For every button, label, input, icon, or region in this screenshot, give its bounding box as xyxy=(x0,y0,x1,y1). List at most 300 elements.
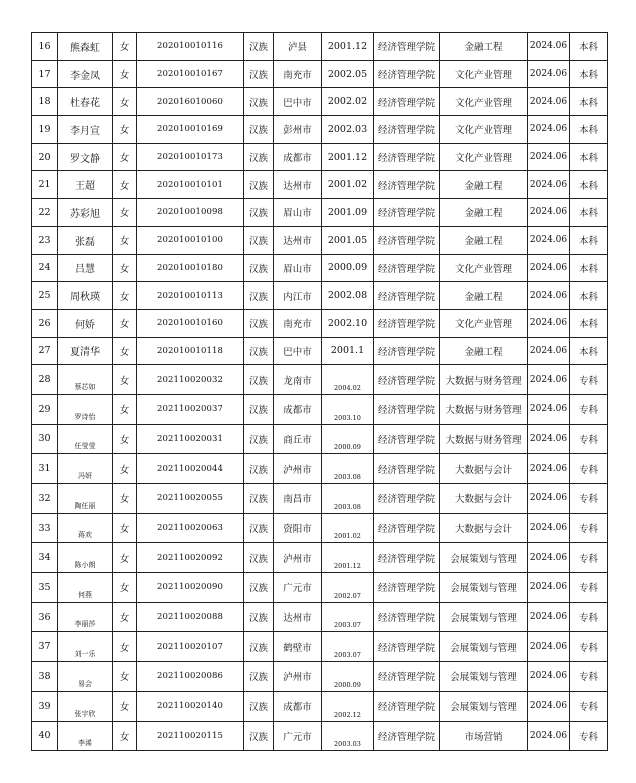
student-id-cell: 202016010060 xyxy=(137,88,244,116)
row-number-cell: 30 xyxy=(32,424,58,454)
table-row xyxy=(32,88,608,116)
college-cell: 经济管理学院 xyxy=(374,573,440,603)
college-cell: 经济管理学院 xyxy=(374,632,440,662)
table-row xyxy=(32,199,608,227)
college-cell: 经济管理学院 xyxy=(374,394,440,424)
table-row xyxy=(32,282,608,310)
education-level-cell: 专科 xyxy=(570,543,608,573)
graduation-date-cell: 2024.06 xyxy=(528,33,570,61)
ethnicity-cell: 汉族 xyxy=(244,573,274,603)
hometown-cell: 成都市 xyxy=(274,143,322,171)
major-cell: 会展策划与管理 xyxy=(440,691,528,721)
student-name-cell: 罗诗怡 xyxy=(58,394,113,424)
graduation-date-cell: 2024.06 xyxy=(528,573,570,603)
graduation-date-cell: 2024.06 xyxy=(528,309,570,337)
student-name-cell: 冯妍 xyxy=(58,454,113,484)
student-id-cell: 202010010098 xyxy=(137,199,244,227)
student-id-cell: 202110020037 xyxy=(137,394,244,424)
birth-date-cell: 2001.05 xyxy=(322,226,374,254)
gender-cell: 女 xyxy=(113,691,137,721)
hometown-cell: 彭州市 xyxy=(274,116,322,144)
row-number-cell: 21 xyxy=(32,171,58,199)
education-level-cell: 本科 xyxy=(570,309,608,337)
gender-cell: 女 xyxy=(113,394,137,424)
birth-date-cell: 2001.02 xyxy=(322,171,374,199)
row-number-cell: 34 xyxy=(32,543,58,573)
major-cell: 会展策划与管理 xyxy=(440,543,528,573)
birth-date-cell: 2003.10 xyxy=(322,394,374,424)
student-id-cell: 202010010100 xyxy=(137,226,244,254)
row-number-cell: 36 xyxy=(32,602,58,632)
education-level-cell: 专科 xyxy=(570,691,608,721)
college-cell: 经济管理学院 xyxy=(374,484,440,514)
graduation-date-cell: 2024.06 xyxy=(528,424,570,454)
hometown-cell: 资阳市 xyxy=(274,513,322,543)
education-level-cell: 专科 xyxy=(570,365,608,395)
gender-cell: 女 xyxy=(113,454,137,484)
major-cell: 大数据与会计 xyxy=(440,513,528,543)
major-cell: 会展策划与管理 xyxy=(440,602,528,632)
student-id-cell: 202010010113 xyxy=(137,282,244,310)
gender-cell: 女 xyxy=(113,662,137,692)
student-name-cell: 蒋欢 xyxy=(58,513,113,543)
graduation-date-cell: 2024.06 xyxy=(528,632,570,662)
row-number-cell: 37 xyxy=(32,632,58,662)
student-name-cell: 任莹莹 xyxy=(58,424,113,454)
college-cell: 经济管理学院 xyxy=(374,365,440,395)
college-cell: 经济管理学院 xyxy=(374,721,440,751)
major-cell: 金融工程 xyxy=(440,199,528,227)
hometown-cell: 泸州市 xyxy=(274,543,322,573)
major-cell: 金融工程 xyxy=(440,226,528,254)
ethnicity-cell: 汉族 xyxy=(244,282,274,310)
table-row xyxy=(32,337,608,365)
birth-date-cell: 2002.03 xyxy=(322,116,374,144)
major-cell: 文化产业管理 xyxy=(440,60,528,88)
graduation-date-cell: 2024.06 xyxy=(528,602,570,632)
birth-date-cell: 2002.08 xyxy=(322,282,374,310)
major-cell: 大数据与财务管理 xyxy=(440,424,528,454)
gender-cell: 女 xyxy=(113,60,137,88)
student-name-cell: 陈小朗 xyxy=(58,543,113,573)
ethnicity-cell: 汉族 xyxy=(244,721,274,751)
college-cell: 经济管理学院 xyxy=(374,116,440,144)
graduation-date-cell: 2024.06 xyxy=(528,116,570,144)
student-id-cell: 202110020044 xyxy=(137,454,244,484)
student-id-cell: 202010010173 xyxy=(137,143,244,171)
table-row xyxy=(32,632,608,662)
education-level-cell: 本科 xyxy=(570,282,608,310)
hometown-cell: 广元市 xyxy=(274,573,322,603)
student-id-cell: 202110020063 xyxy=(137,513,244,543)
gender-cell: 女 xyxy=(113,602,137,632)
ethnicity-cell: 汉族 xyxy=(244,394,274,424)
graduation-date-cell: 2024.06 xyxy=(528,199,570,227)
table-row xyxy=(32,484,608,514)
row-number-cell: 23 xyxy=(32,226,58,254)
birth-date-cell: 2003.03 xyxy=(322,721,374,751)
table-row xyxy=(32,454,608,484)
row-number-cell: 19 xyxy=(32,116,58,144)
major-cell: 文化产业管理 xyxy=(440,309,528,337)
student-name-cell: 蔡芯如 xyxy=(58,365,113,395)
student-name-cell: 杜春花 xyxy=(58,88,113,116)
birth-date-cell: 2003.08 xyxy=(322,484,374,514)
student-name-cell: 张宇欣 xyxy=(58,691,113,721)
hometown-cell: 内江市 xyxy=(274,282,322,310)
birth-date-cell: 2003.08 xyxy=(322,454,374,484)
table-row xyxy=(32,171,608,199)
table-row xyxy=(32,513,608,543)
birth-date-cell: 2002.02 xyxy=(322,88,374,116)
ethnicity-cell: 汉族 xyxy=(244,116,274,144)
education-level-cell: 本科 xyxy=(570,60,608,88)
student-id-cell: 202010010101 xyxy=(137,171,244,199)
row-number-cell: 32 xyxy=(32,484,58,514)
hometown-cell: 泸州市 xyxy=(274,454,322,484)
major-cell: 大数据与财务管理 xyxy=(440,394,528,424)
student-name-cell: 易会 xyxy=(58,662,113,692)
birth-date-cell: 2000.09 xyxy=(322,254,374,282)
college-cell: 经济管理学院 xyxy=(374,60,440,88)
student-name-cell: 张磊 xyxy=(58,226,113,254)
table-row xyxy=(32,226,608,254)
graduation-date-cell: 2024.06 xyxy=(528,394,570,424)
hometown-cell: 商丘市 xyxy=(274,424,322,454)
student-table-container xyxy=(31,32,608,751)
gender-cell: 女 xyxy=(113,513,137,543)
college-cell: 经济管理学院 xyxy=(374,513,440,543)
ethnicity-cell: 汉族 xyxy=(244,691,274,721)
gender-cell: 女 xyxy=(113,573,137,603)
graduation-date-cell: 2024.06 xyxy=(528,226,570,254)
education-level-cell: 本科 xyxy=(570,33,608,61)
education-level-cell: 本科 xyxy=(570,226,608,254)
row-number-cell: 17 xyxy=(32,60,58,88)
education-level-cell: 专科 xyxy=(570,721,608,751)
major-cell: 会展策划与管理 xyxy=(440,632,528,662)
student-name-cell: 王超 xyxy=(58,171,113,199)
education-level-cell: 本科 xyxy=(570,88,608,116)
gender-cell: 女 xyxy=(113,721,137,751)
graduation-date-cell: 2024.06 xyxy=(528,721,570,751)
hometown-cell: 龙南市 xyxy=(274,365,322,395)
table-row xyxy=(32,254,608,282)
student-id-cell: 202110020140 xyxy=(137,691,244,721)
birth-date-cell: 2002.12 xyxy=(322,691,374,721)
student-name-cell: 熊森虹 xyxy=(58,33,113,61)
table-row xyxy=(32,543,608,573)
education-level-cell: 专科 xyxy=(570,424,608,454)
gender-cell: 女 xyxy=(113,543,137,573)
graduation-date-cell: 2024.06 xyxy=(528,454,570,484)
graduation-date-cell: 2024.06 xyxy=(528,337,570,365)
education-level-cell: 本科 xyxy=(570,171,608,199)
gender-cell: 女 xyxy=(113,254,137,282)
graduation-date-cell: 2024.06 xyxy=(528,543,570,573)
row-number-cell: 38 xyxy=(32,662,58,692)
table-row xyxy=(32,424,608,454)
ethnicity-cell: 汉族 xyxy=(244,454,274,484)
table-row xyxy=(32,365,608,395)
birth-date-cell: 2001.12 xyxy=(322,543,374,573)
education-level-cell: 专科 xyxy=(570,602,608,632)
hometown-cell: 成都市 xyxy=(274,691,322,721)
gender-cell: 女 xyxy=(113,143,137,171)
major-cell: 文化产业管理 xyxy=(440,254,528,282)
birth-date-cell: 2001.12 xyxy=(322,143,374,171)
major-cell: 市场营销 xyxy=(440,721,528,751)
education-level-cell: 本科 xyxy=(570,254,608,282)
gender-cell: 女 xyxy=(113,199,137,227)
row-number-cell: 16 xyxy=(32,33,58,61)
college-cell: 经济管理学院 xyxy=(374,88,440,116)
student-name-cell: 李浠 xyxy=(58,721,113,751)
row-number-cell: 31 xyxy=(32,454,58,484)
education-level-cell: 专科 xyxy=(570,454,608,484)
graduation-date-cell: 2024.06 xyxy=(528,60,570,88)
major-cell: 金融工程 xyxy=(440,171,528,199)
student-name-cell: 苏彩旭 xyxy=(58,199,113,227)
college-cell: 经济管理学院 xyxy=(374,282,440,310)
table-row xyxy=(32,309,608,337)
birth-date-cell: 2002.10 xyxy=(322,309,374,337)
hometown-cell: 南充市 xyxy=(274,309,322,337)
student-id-cell: 202010010118 xyxy=(137,337,244,365)
college-cell: 经济管理学院 xyxy=(374,454,440,484)
college-cell: 经济管理学院 xyxy=(374,424,440,454)
major-cell: 文化产业管理 xyxy=(440,143,528,171)
gender-cell: 女 xyxy=(113,309,137,337)
birth-date-cell: 2000.09 xyxy=(322,424,374,454)
hometown-cell: 达州市 xyxy=(274,171,322,199)
gender-cell: 女 xyxy=(113,282,137,310)
education-level-cell: 专科 xyxy=(570,513,608,543)
college-cell: 经济管理学院 xyxy=(374,171,440,199)
table-row xyxy=(32,394,608,424)
row-number-cell: 35 xyxy=(32,573,58,603)
table-row xyxy=(32,116,608,144)
student-id-cell: 202010010180 xyxy=(137,254,244,282)
ethnicity-cell: 汉族 xyxy=(244,424,274,454)
row-number-cell: 25 xyxy=(32,282,58,310)
student-id-cell: 202110020032 xyxy=(137,365,244,395)
student-id-cell: 202110020090 xyxy=(137,573,244,603)
college-cell: 经济管理学院 xyxy=(374,33,440,61)
table-row xyxy=(32,573,608,603)
table-row xyxy=(32,33,608,61)
hometown-cell: 达州市 xyxy=(274,602,322,632)
row-number-cell: 24 xyxy=(32,254,58,282)
education-level-cell: 本科 xyxy=(570,337,608,365)
gender-cell: 女 xyxy=(113,365,137,395)
gender-cell: 女 xyxy=(113,424,137,454)
table-row xyxy=(32,143,608,171)
graduation-date-cell: 2024.06 xyxy=(528,171,570,199)
student-id-cell: 202110020086 xyxy=(137,662,244,692)
ethnicity-cell: 汉族 xyxy=(244,143,274,171)
row-number-cell: 20 xyxy=(32,143,58,171)
graduation-date-cell: 2024.06 xyxy=(528,88,570,116)
education-level-cell: 专科 xyxy=(570,573,608,603)
gender-cell: 女 xyxy=(113,632,137,662)
table-row xyxy=(32,721,608,751)
student-name-cell: 周秋瑛 xyxy=(58,282,113,310)
major-cell: 文化产业管理 xyxy=(440,88,528,116)
hometown-cell: 泸县 xyxy=(274,33,322,61)
hometown-cell: 泸州市 xyxy=(274,662,322,692)
birth-date-cell: 2000.09 xyxy=(322,662,374,692)
row-number-cell: 40 xyxy=(32,721,58,751)
student-name-cell: 夏清华 xyxy=(58,337,113,365)
row-number-cell: 27 xyxy=(32,337,58,365)
gender-cell: 女 xyxy=(113,116,137,144)
ethnicity-cell: 汉族 xyxy=(244,337,274,365)
student-id-cell: 202110020055 xyxy=(137,484,244,514)
major-cell: 会展策划与管理 xyxy=(440,662,528,692)
table-row xyxy=(32,691,608,721)
college-cell: 经济管理学院 xyxy=(374,662,440,692)
row-number-cell: 39 xyxy=(32,691,58,721)
education-level-cell: 本科 xyxy=(570,199,608,227)
college-cell: 经济管理学院 xyxy=(374,226,440,254)
hometown-cell: 成都市 xyxy=(274,394,322,424)
graduation-date-cell: 2024.06 xyxy=(528,484,570,514)
major-cell: 会展策划与管理 xyxy=(440,573,528,603)
student-name-cell: 吕慧 xyxy=(58,254,113,282)
birth-date-cell: 2001.12 xyxy=(322,33,374,61)
student-table-body xyxy=(32,33,608,751)
college-cell: 经济管理学院 xyxy=(374,337,440,365)
major-cell: 大数据与财务管理 xyxy=(440,365,528,395)
graduation-date-cell: 2024.06 xyxy=(528,513,570,543)
hometown-cell: 广元市 xyxy=(274,721,322,751)
ethnicity-cell: 汉族 xyxy=(244,602,274,632)
student-id-cell: 202110020088 xyxy=(137,602,244,632)
hometown-cell: 达州市 xyxy=(274,226,322,254)
student-id-cell: 202010010167 xyxy=(137,60,244,88)
student-name-cell: 何娇 xyxy=(58,309,113,337)
table-row xyxy=(32,602,608,632)
gender-cell: 女 xyxy=(113,171,137,199)
major-cell: 大数据与会计 xyxy=(440,454,528,484)
birth-date-cell: 2002.07 xyxy=(322,573,374,603)
hometown-cell: 南昌市 xyxy=(274,484,322,514)
ethnicity-cell: 汉族 xyxy=(244,632,274,662)
college-cell: 经济管理学院 xyxy=(374,309,440,337)
birth-date-cell: 2003.07 xyxy=(322,602,374,632)
hometown-cell: 巴中市 xyxy=(274,88,322,116)
row-number-cell: 28 xyxy=(32,365,58,395)
student-name-cell: 李丽莎 xyxy=(58,602,113,632)
major-cell: 文化产业管理 xyxy=(440,116,528,144)
graduation-date-cell: 2024.06 xyxy=(528,691,570,721)
gender-cell: 女 xyxy=(113,33,137,61)
education-level-cell: 本科 xyxy=(570,116,608,144)
hometown-cell: 南充市 xyxy=(274,60,322,88)
birth-date-cell: 2003.07 xyxy=(322,632,374,662)
table-row xyxy=(32,60,608,88)
college-cell: 经济管理学院 xyxy=(374,543,440,573)
birth-date-cell: 2002.05 xyxy=(322,60,374,88)
ethnicity-cell: 汉族 xyxy=(244,309,274,337)
student-id-cell: 202010010169 xyxy=(137,116,244,144)
education-level-cell: 专科 xyxy=(570,662,608,692)
student-name-cell: 陶任丽 xyxy=(58,484,113,514)
row-number-cell: 26 xyxy=(32,309,58,337)
ethnicity-cell: 汉族 xyxy=(244,543,274,573)
gender-cell: 女 xyxy=(113,226,137,254)
ethnicity-cell: 汉族 xyxy=(244,365,274,395)
row-number-cell: 22 xyxy=(32,199,58,227)
college-cell: 经济管理学院 xyxy=(374,691,440,721)
major-cell: 大数据与会计 xyxy=(440,484,528,514)
row-number-cell: 33 xyxy=(32,513,58,543)
ethnicity-cell: 汉族 xyxy=(244,513,274,543)
graduation-date-cell: 2024.06 xyxy=(528,254,570,282)
graduation-date-cell: 2024.06 xyxy=(528,365,570,395)
student-id-cell: 202110020092 xyxy=(137,543,244,573)
hometown-cell: 鹤壁市 xyxy=(274,632,322,662)
gender-cell: 女 xyxy=(113,484,137,514)
student-id-cell: 202110020107 xyxy=(137,632,244,662)
student-id-cell: 202110020115 xyxy=(137,721,244,751)
row-number-cell: 29 xyxy=(32,394,58,424)
education-level-cell: 专科 xyxy=(570,394,608,424)
college-cell: 经济管理学院 xyxy=(374,199,440,227)
hometown-cell: 眉山市 xyxy=(274,254,322,282)
student-name-cell: 李金凤 xyxy=(58,60,113,88)
ethnicity-cell: 汉族 xyxy=(244,88,274,116)
education-level-cell: 本科 xyxy=(570,143,608,171)
student-name-cell: 何燕 xyxy=(58,573,113,603)
student-id-cell: 202010010160 xyxy=(137,309,244,337)
student-name-cell: 刘一乐 xyxy=(58,632,113,662)
college-cell: 经济管理学院 xyxy=(374,143,440,171)
ethnicity-cell: 汉族 xyxy=(244,226,274,254)
major-cell: 金融工程 xyxy=(440,337,528,365)
college-cell: 经济管理学院 xyxy=(374,254,440,282)
table-row xyxy=(32,662,608,692)
ethnicity-cell: 汉族 xyxy=(244,171,274,199)
college-cell: 经济管理学院 xyxy=(374,602,440,632)
graduation-date-cell: 2024.06 xyxy=(528,282,570,310)
student-id-cell: 202010010116 xyxy=(137,33,244,61)
gender-cell: 女 xyxy=(113,337,137,365)
ethnicity-cell: 汉族 xyxy=(244,484,274,514)
hometown-cell: 眉山市 xyxy=(274,199,322,227)
major-cell: 金融工程 xyxy=(440,282,528,310)
row-number-cell: 18 xyxy=(32,88,58,116)
ethnicity-cell: 汉族 xyxy=(244,662,274,692)
ethnicity-cell: 汉族 xyxy=(244,33,274,61)
education-level-cell: 专科 xyxy=(570,484,608,514)
student-name-cell: 李月宣 xyxy=(58,116,113,144)
birth-date-cell: 2001.09 xyxy=(322,199,374,227)
graduation-date-cell: 2024.06 xyxy=(528,662,570,692)
ethnicity-cell: 汉族 xyxy=(244,60,274,88)
birth-date-cell: 2004.02 xyxy=(322,365,374,395)
ethnicity-cell: 汉族 xyxy=(244,254,274,282)
student-id-cell: 202110020031 xyxy=(137,424,244,454)
education-level-cell: 专科 xyxy=(570,632,608,662)
birth-date-cell: 2001.02 xyxy=(322,513,374,543)
gender-cell: 女 xyxy=(113,88,137,116)
major-cell: 金融工程 xyxy=(440,33,528,61)
hometown-cell: 巴中市 xyxy=(274,337,322,365)
graduation-date-cell: 2024.06 xyxy=(528,143,570,171)
student-name-cell: 罗文静 xyxy=(58,143,113,171)
